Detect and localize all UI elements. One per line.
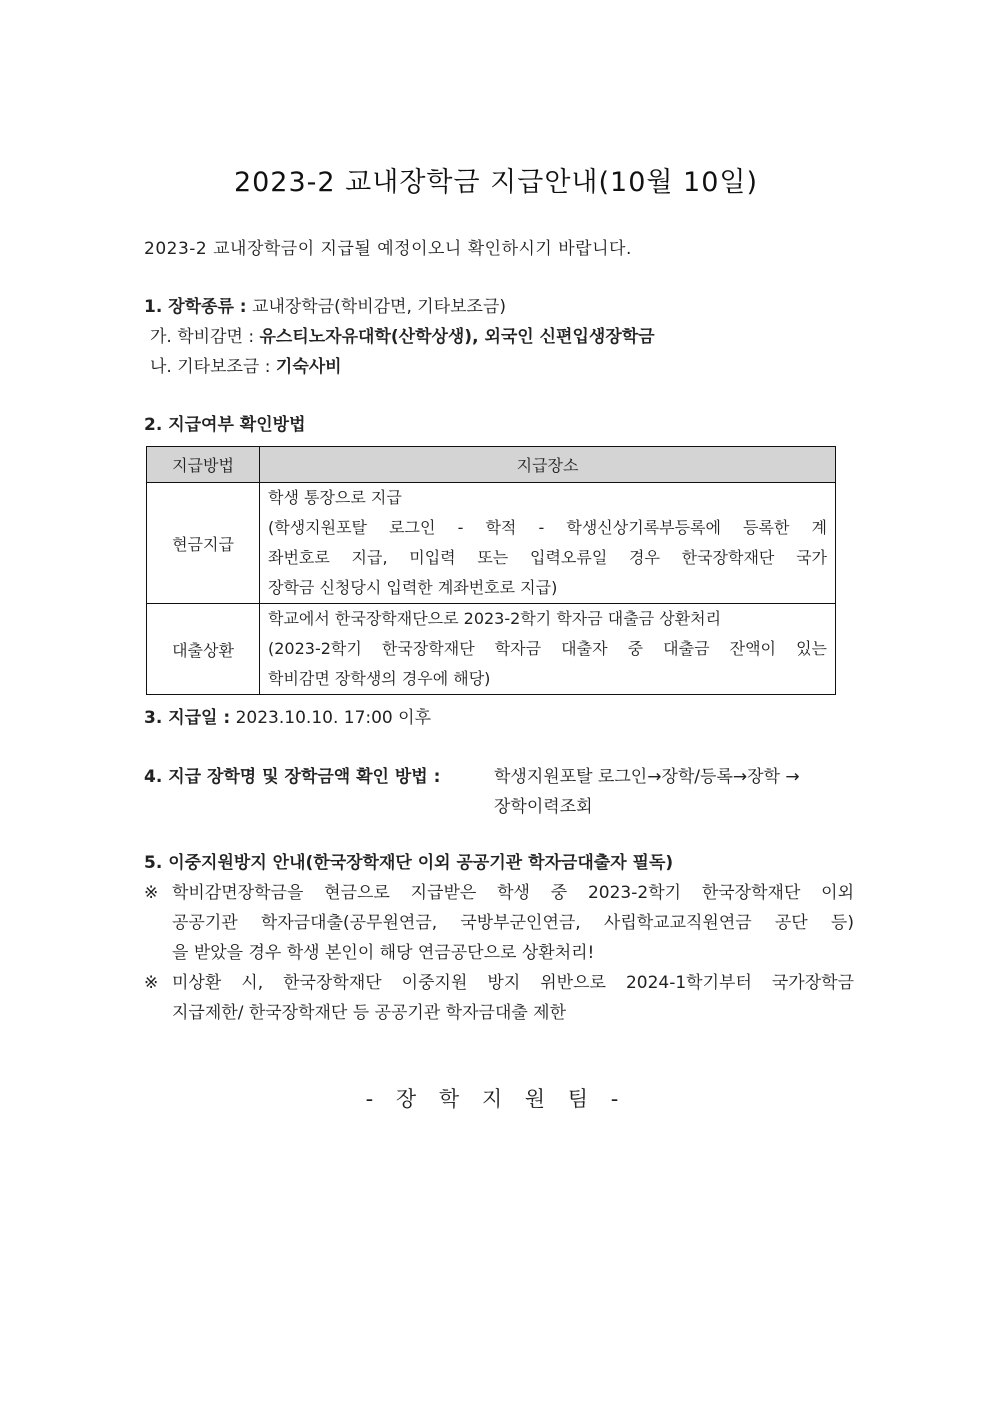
section1-heading: 1. 장학종류 :: [144, 297, 247, 317]
payment-method-table: [146, 446, 836, 695]
reference-mark-icon: ※: [144, 973, 159, 993]
cell-method: 현금지급: [147, 483, 260, 604]
document-title: 2023-2 교내장학금 지급안내(10월 10일): [233, 167, 759, 198]
note-line: 미상환 시, 한국장학재단 이중지원 방지 위반으로 2024-1학기부터 국가장학금: [172, 973, 854, 993]
header-location: 지급장소: [260, 447, 836, 483]
section1-item-other: [144, 352, 655, 382]
cell-method: 대출상환: [147, 604, 260, 695]
section-payment-date: [144, 703, 431, 733]
section-double-support: [144, 848, 854, 1028]
cell-line: (2023-2학기 한국장학재단 학자금 대출자 중 대출금 잔액이 있는: [268, 639, 827, 658]
item-value: 기숙사비: [275, 357, 342, 377]
table-row: [147, 483, 836, 604]
note-line: 지급제한/ 한국장학재단 등 공공기관 학자금대출 제한: [172, 1003, 567, 1023]
note-item: [144, 968, 854, 1028]
cell-line: 학비감면 장학생의 경우에 해당): [268, 669, 491, 688]
item-label: 가. 학비감면 :: [150, 327, 255, 347]
section4-value-line2: 장학이력조회: [494, 797, 593, 817]
table-header-row: [147, 447, 836, 483]
header-method: 지급방법: [147, 447, 260, 483]
footer-team-name: - 장 학 지 원 팀 -: [365, 1087, 627, 1111]
note-line: 학비감면장학금을 현금으로 지급받은 학생 중 2023-2학기 한국장학재단 이외: [172, 883, 854, 903]
item-label: 나. 기타보조금 :: [150, 357, 271, 377]
cell-line: 학교에서 한국장학재단으로 2023-2학기 학자금 대출금 상환처리: [268, 609, 722, 628]
note-line: 공공기관 학자금대출(공무원연금, 국방부군인연금, 사립학교교직원연금 공단 등): [172, 913, 854, 933]
section4-heading: 4. 지급 장학명 및 장학금액 확인 방법 :: [144, 767, 441, 787]
cell-line: 학생 통장으로 지급: [268, 488, 402, 507]
table-row: [147, 604, 836, 695]
section1-value: 교내장학금(학비감면, 기타보조금): [252, 297, 507, 317]
cell-location: [260, 483, 836, 604]
section2-heading: 2. 지급여부 확인방법: [144, 415, 306, 435]
section3-value: 2023.10.10. 17:00 이후: [235, 708, 431, 728]
reference-mark-icon: ※: [144, 883, 159, 903]
cell-line: 좌번호로 지급, 미입력 또는 입력오류일 경우 한국장학재단 국가: [268, 548, 827, 567]
note-line: 을 받았을 경우 학생 본인이 해당 연금공단으로 상환처리!: [172, 943, 595, 963]
cell-location: [260, 604, 836, 695]
intro-text: 2023-2 교내장학금이 지급될 예정이오니 확인하시기 바랍니다.: [144, 239, 632, 259]
note-item: [144, 878, 854, 968]
section3-heading: 3. 지급일 :: [144, 708, 231, 728]
item-value: 유스티노자유대학(산학상생), 외국인 신편입생장학금: [259, 327, 655, 347]
section-scholarship-types: [144, 292, 655, 382]
cell-line: 장학금 신청당시 입력한 계좌번호로 지급): [268, 578, 558, 597]
cell-line: (학생지원포탈 로그인 - 학적 - 학생신상기록부등록에 등록한 계: [268, 518, 827, 537]
section-check-method: [144, 762, 854, 822]
section4-value-line1: 학생지원포탈 로그인→장학/등록→장학 →: [494, 767, 800, 787]
section1-item-tuition: [144, 322, 655, 352]
section5-heading: 5. 이중지원방지 안내(한국장학재단 이외 공공기관 학자금대출자 필독): [144, 853, 674, 873]
